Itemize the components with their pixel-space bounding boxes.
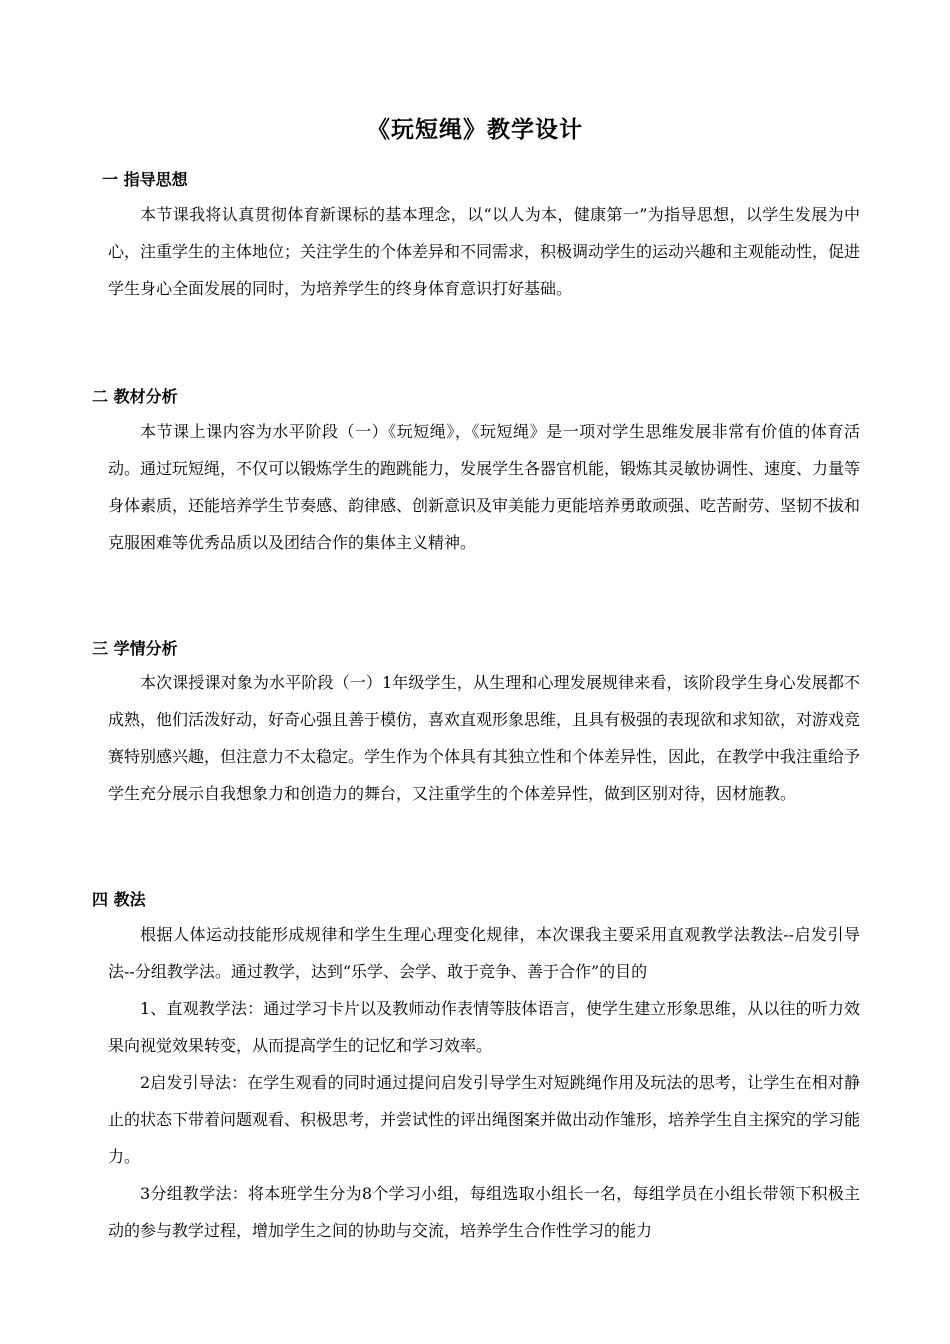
document-title: 《玩短绳》教学设计	[367, 116, 583, 143]
paragraph-method-heuristic: 2启发引导法：在学生观看的同时通过提问启发引导学生对短跳绳作用及玩法的思考，让学生在相对静止的状态下带着问题观看、积极思考，并尝试性的评出绳图案并做出动作雏形，培养学生自主探究的学习能力。	[108, 1073, 861, 1166]
paragraph-method-group: 3分组教学法：将本班学生分为8个学习小组，每组选取小组长一名，每组学员在小组长带领下积极主动的参与教学过程，增加学生之间的协助与交流，培养学生合作性学习的能力	[108, 1184, 860, 1240]
paragraph-student-analysis: 本次课授课对象为水平阶段（一）1年级学生，从生理和心理发展规律来看，该阶段学生身心发展都不成熟，他们活泼好动，好奇心强且善于模仿，喜欢直观形象思维，且具有极强的表现欲和求知欲，对游戏竞赛特别感兴趣，但注意力不太稳定。学生作为个体具有其独立性和个体差异性，因此，在教学中我注重给予学生充分展示自我想象力和创造力的舞台，又注重学生的个体差异性，做到区别对待，因材施教。	[108, 673, 861, 803]
paragraph-guiding-ideology: 本节课我将认真贯彻体育新课标的基本理念，以“以人为本，健康第一”为指导思想，以学生发展为中心，注重学生的主体地位；关注学生的个体差异和不同需求，积极调动学生的运动兴趣和主观能动性，促进学生身心全面发展的同时，为培养学生的终身体育意识打好基础。	[108, 205, 861, 298]
paragraph-method-intuitive: 1、直观教学法：通过学习卡片以及教师动作表情等肢体语言，使学生建立形象思维，从以往的听力效果向视觉效果转变，从而提高学生的记忆和学习效率。	[108, 999, 860, 1055]
section-heading-teaching-methods: 四 教法	[92, 890, 146, 909]
section-heading-student-analysis: 三 学情分析	[92, 639, 178, 658]
paragraph-material-analysis: 本节课上课内容为水平阶段（一）《玩短绳》，《玩短绳》是一项对学生思维发展非常有价值的体育活动。通过玩短绳，不仅可以锻炼学生的跑跳能力，发展学生各器官机能，锻炼其灵敏协调性、速度、力量等身体素质，还能培养学生节奏感、韵律感、创新意识及审美能力更能培养勇敢顽强、吃苦耐劳、坚韧不拔和克服困难等优秀品质以及团结合作的集体主义精神。	[108, 422, 861, 552]
section-heading-material-analysis: 二 教材分析	[92, 387, 178, 406]
paragraph-methods-intro: 根据人体运动技能形成规律和学生生理心理变化规律，本次课我主要采用直观教学法教法--启发引导法--分组教学法。通过教学，达到“乐学、会学、敢于竞争、善于合作”的目的	[108, 925, 860, 981]
section-heading-guiding-ideology: 一 指导思想	[102, 170, 188, 189]
